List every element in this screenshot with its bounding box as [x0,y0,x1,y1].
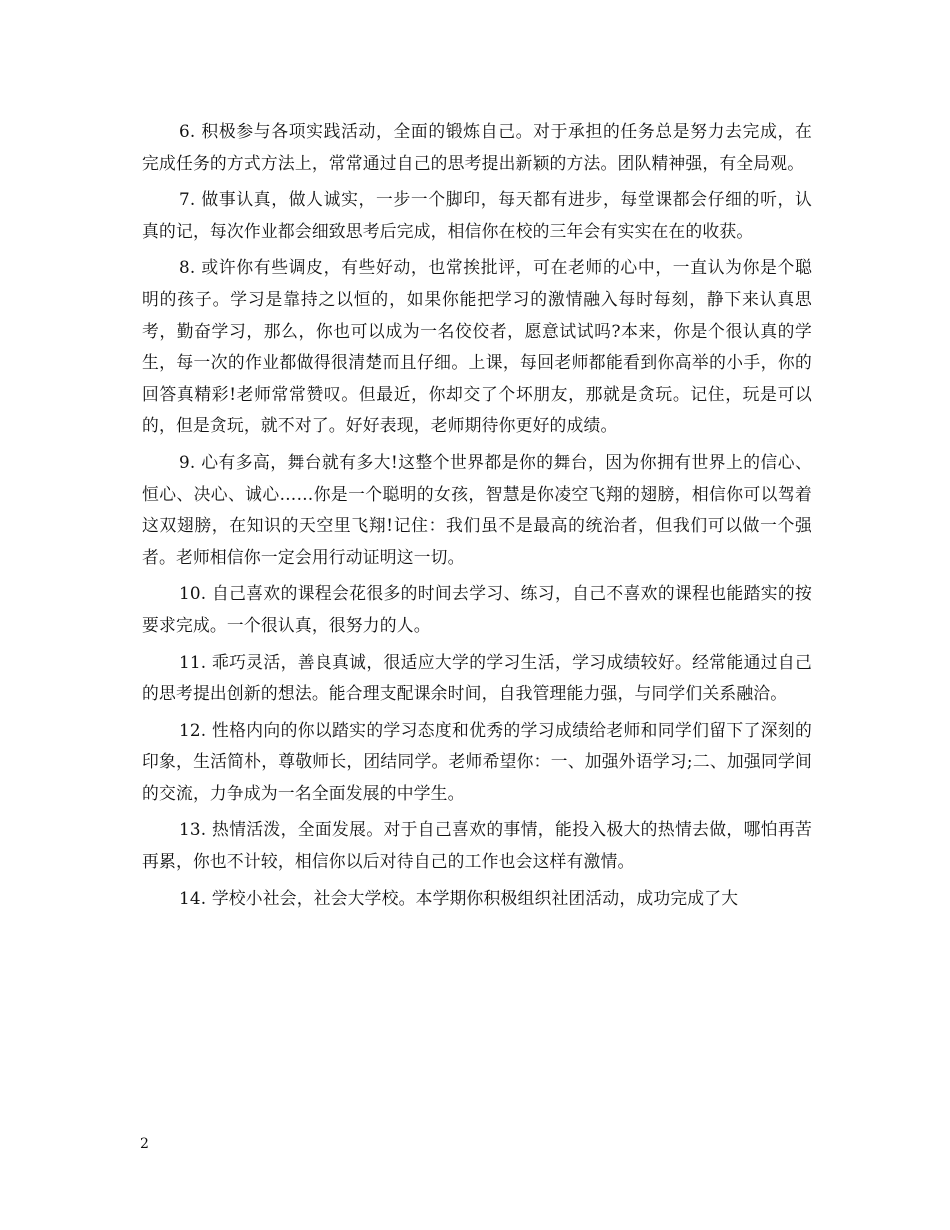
paragraph-11: 11. 乖巧灵活，善良真诚，很适应大学的学习生活，学习成绩较好。经常能通过自己的思考提出创新的想法。能合理支配课余时间，自我管理能力强，与同学们关系融洽。 [142,651,812,704]
paragraph-9: 9. 心有多高，舞台就有多大!这整个世界都是你的舞台，因为你拥有世界上的信心、恒心、决心、诚心……你是一个聪明的女孩，智慧是你凌空飞翔的翅膀，相信你可以驾着这双翅膀，在知识的天空里飞翔!记住：我们虽不是最高的统治者，但我们可以做一个强者。老师相信你一定会用行动证明这一切。 [142,451,812,567]
paragraph-10: 10. 自己喜欢的课程会花很多的时间去学习、练习，自己不喜欢的课程也能踏实的按要求完成。一个很认真，很努力的人。 [142,583,812,635]
paragraph-6: 6. 积极参与各项实践活动，全面的锻炼自己。对于承担的任务总是努力去完成，在完成任务的方式方法上，常常通过自己的思考提出新颖的方法。团队精神强，有全局观。 [142,121,812,173]
paragraph-8: 8. 或许你有些调皮，有些好动，也常挨批评，可在老师的心中，一直认为你是个聪明的孩子。学习是靠持之以恒的，如果你能把学习的激情融入每时每刻，静下来认真思考，勤奋学习，那么，你也可以成为一名佼佼者，愿意试试吗?本来，你是个很认真的学生，每一次的作业都做得很清楚而且仔细。上课，每回老师都能看到你高举的小手，你的回答真精彩!老师常常赞叹。但最近，你却交了个坏朋友，那就是贪玩。记住，玩是可以的，但是贪玩，就不对了。好好表现，老师期待你更好的成绩。 [142,257,812,436]
paragraph-7: 7. 做事认真，做人诚实，一步一个脚印，每天都有进步，每堂课都会仔细的听，认真的记，每次作业都会细致思考后完成，相信你在校的三年会有实实在在的收获。 [142,189,812,241]
paragraph-12: 12. 性格内向的你以踏实的学习态度和优秀的学习成绩给老师和同学们留下了深刻的印象，生活简朴，尊敬师长，团结同学。老师希望你：一、加强外语学习;二、加强同学间的交流，力争成为一名全面发展的中学生。 [142,719,812,803]
page-number: 2 [140,1136,149,1152]
document-body [142,116,812,914]
paragraph-14: 14. 学校小社会，社会大学校。本学期你积极组织社团活动，成功完成了大 [179,887,739,908]
paragraph-13: 13. 热情活泼，全面发展。对于自己喜欢的事情，能投入极大的热情去做，哪怕再苦再累，你也不计较，相信你以后对待自己的工作也会这样有激情。 [142,819,812,872]
